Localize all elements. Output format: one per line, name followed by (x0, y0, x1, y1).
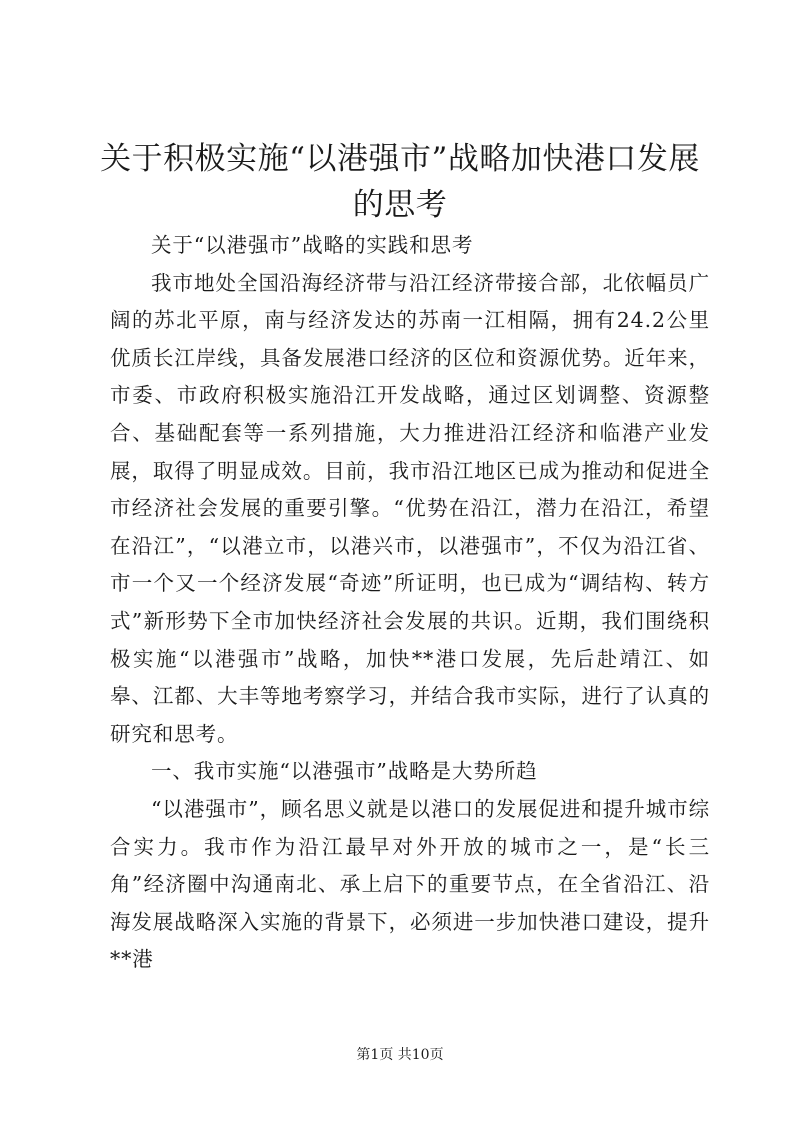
section-heading: 一、我市实施“以港强市”战略是大势所趋 (151, 759, 538, 784)
page-footer (0, 1045, 800, 1065)
page-number: 第1页 共10页 (356, 1047, 444, 1063)
title-line-2: 的思考 (352, 187, 448, 223)
paragraph: “以港强市”，顾名思义就是以港口的发展促进和提升城市综合实力。我市作为沿江最早对外开放的城市之一，是“长三角”经济圈中沟通南北、承上启下的重要节点，在全省沿江、沿海发展战略深入实施的背景下，必须进一步加快港口建设，提升**港 (110, 796, 710, 972)
document-body (110, 227, 710, 979)
paragraph: 我市地处全国沿海经济带与沿江经济带接合部，北依幅员广阔的苏北平原，南与经济发达的苏南一江相隔，拥有24.2公里优质长江岸线，具备发展港口经济的区位和资源优势。近年来，市委、市政府积极实施沿江开发战略，通过区划调整、资源整合、基础配套等一系列措施，大力推进沿江经济和临港产业发展，取得了明显成效。目前，我市沿江地区已成为推动和促进全市经济社会发展的重要引擎。“优势在沿江，潜力在沿江，希望在沿江”，“以港立市，以港兴市，以港强市”，不仅为沿江省、市一个又一个经济发展“奇迹”所证明，也已成为“调结构、转方式”新形势下全市加快经济社会发展的共识。近期，我们围绕积极实施“以港强市”战略，加快**港口发展，先后赴靖江、如皋、江都、大丰等地考察学习，并结合我市实际，进行了认真的研究和思考。 (110, 270, 710, 746)
document-title (100, 136, 700, 228)
title-line-1: 关于积极实施“以港强市”战略加快港口发展 (100, 141, 700, 177)
subtitle: 关于“以港强市”战略的实践和思考 (151, 233, 474, 257)
